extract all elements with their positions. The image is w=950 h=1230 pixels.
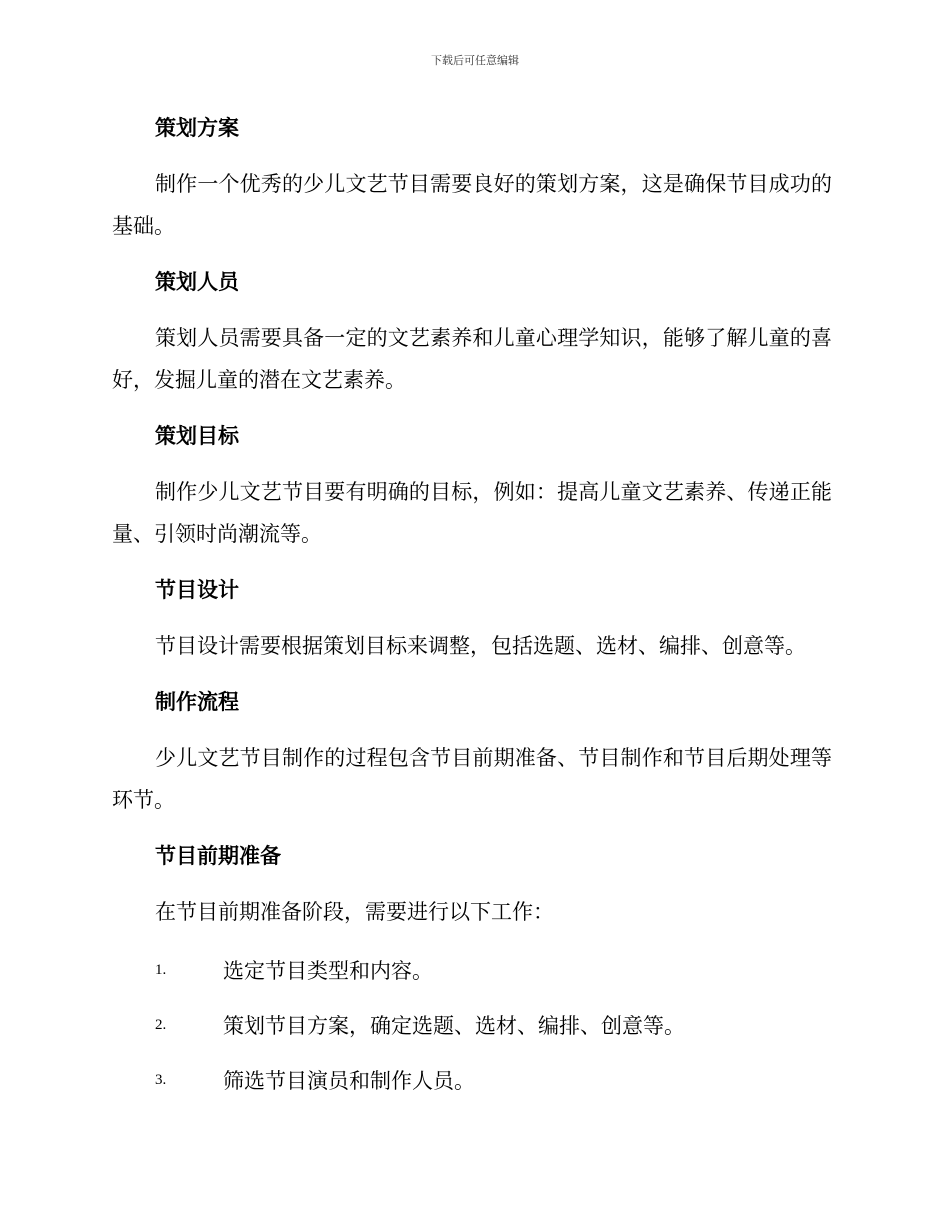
list-number: 3. [155, 1071, 167, 1088]
section-body-planning-scheme: 制作一个优秀的少儿文艺节目需要良好的策划方案，这是确保节目成功的基础。 [112, 172, 832, 238]
list-item [112, 1062, 832, 1098]
section-body-program-design: 节目设计需要根据策划目标来调整，包括选题、选材、编排、创意等。 [155, 634, 806, 658]
page-header: 下载后可任意编辑 [431, 54, 519, 67]
section-heading-program-design: 节目设计 [155, 578, 239, 602]
list-text: 筛选节目演员和制作人员。 [223, 1069, 475, 1093]
section-body-planning-staff: 策划人员需要具备一定的文艺素养和儿童心理学知识，能够了解儿童的喜好，发掘儿童的潜在文艺素养。 [112, 326, 832, 392]
section-body-pre-production: 在节目前期准备阶段，需要进行以下工作： [155, 900, 554, 924]
section-heading-planning-staff: 策划人员 [155, 270, 239, 294]
list-number: 1. [155, 961, 167, 978]
list-text: 选定节目类型和内容。 [223, 959, 433, 983]
section-heading-planning-goal: 策划目标 [155, 424, 239, 448]
section-heading-planning-scheme: 策划方案 [155, 116, 239, 140]
section-body-planning-goal: 制作少儿文艺节目要有明确的目标，例如：提高儿童文艺素养、传递正能量、引领时尚潮流等。 [112, 480, 832, 546]
list-text: 策划节目方案，确定选题、选材、编排、创意等。 [223, 1014, 685, 1038]
list-item [112, 1007, 832, 1043]
document-body [112, 110, 832, 1098]
section-body-production-process: 少儿文艺节目制作的过程包含节目前期准备、节目制作和节目后期处理等环节。 [112, 746, 832, 812]
section-heading-pre-production: 节目前期准备 [155, 844, 281, 868]
section-heading-production-process: 制作流程 [155, 690, 239, 714]
list-number: 2. [155, 1016, 167, 1033]
list-item [112, 952, 832, 988]
